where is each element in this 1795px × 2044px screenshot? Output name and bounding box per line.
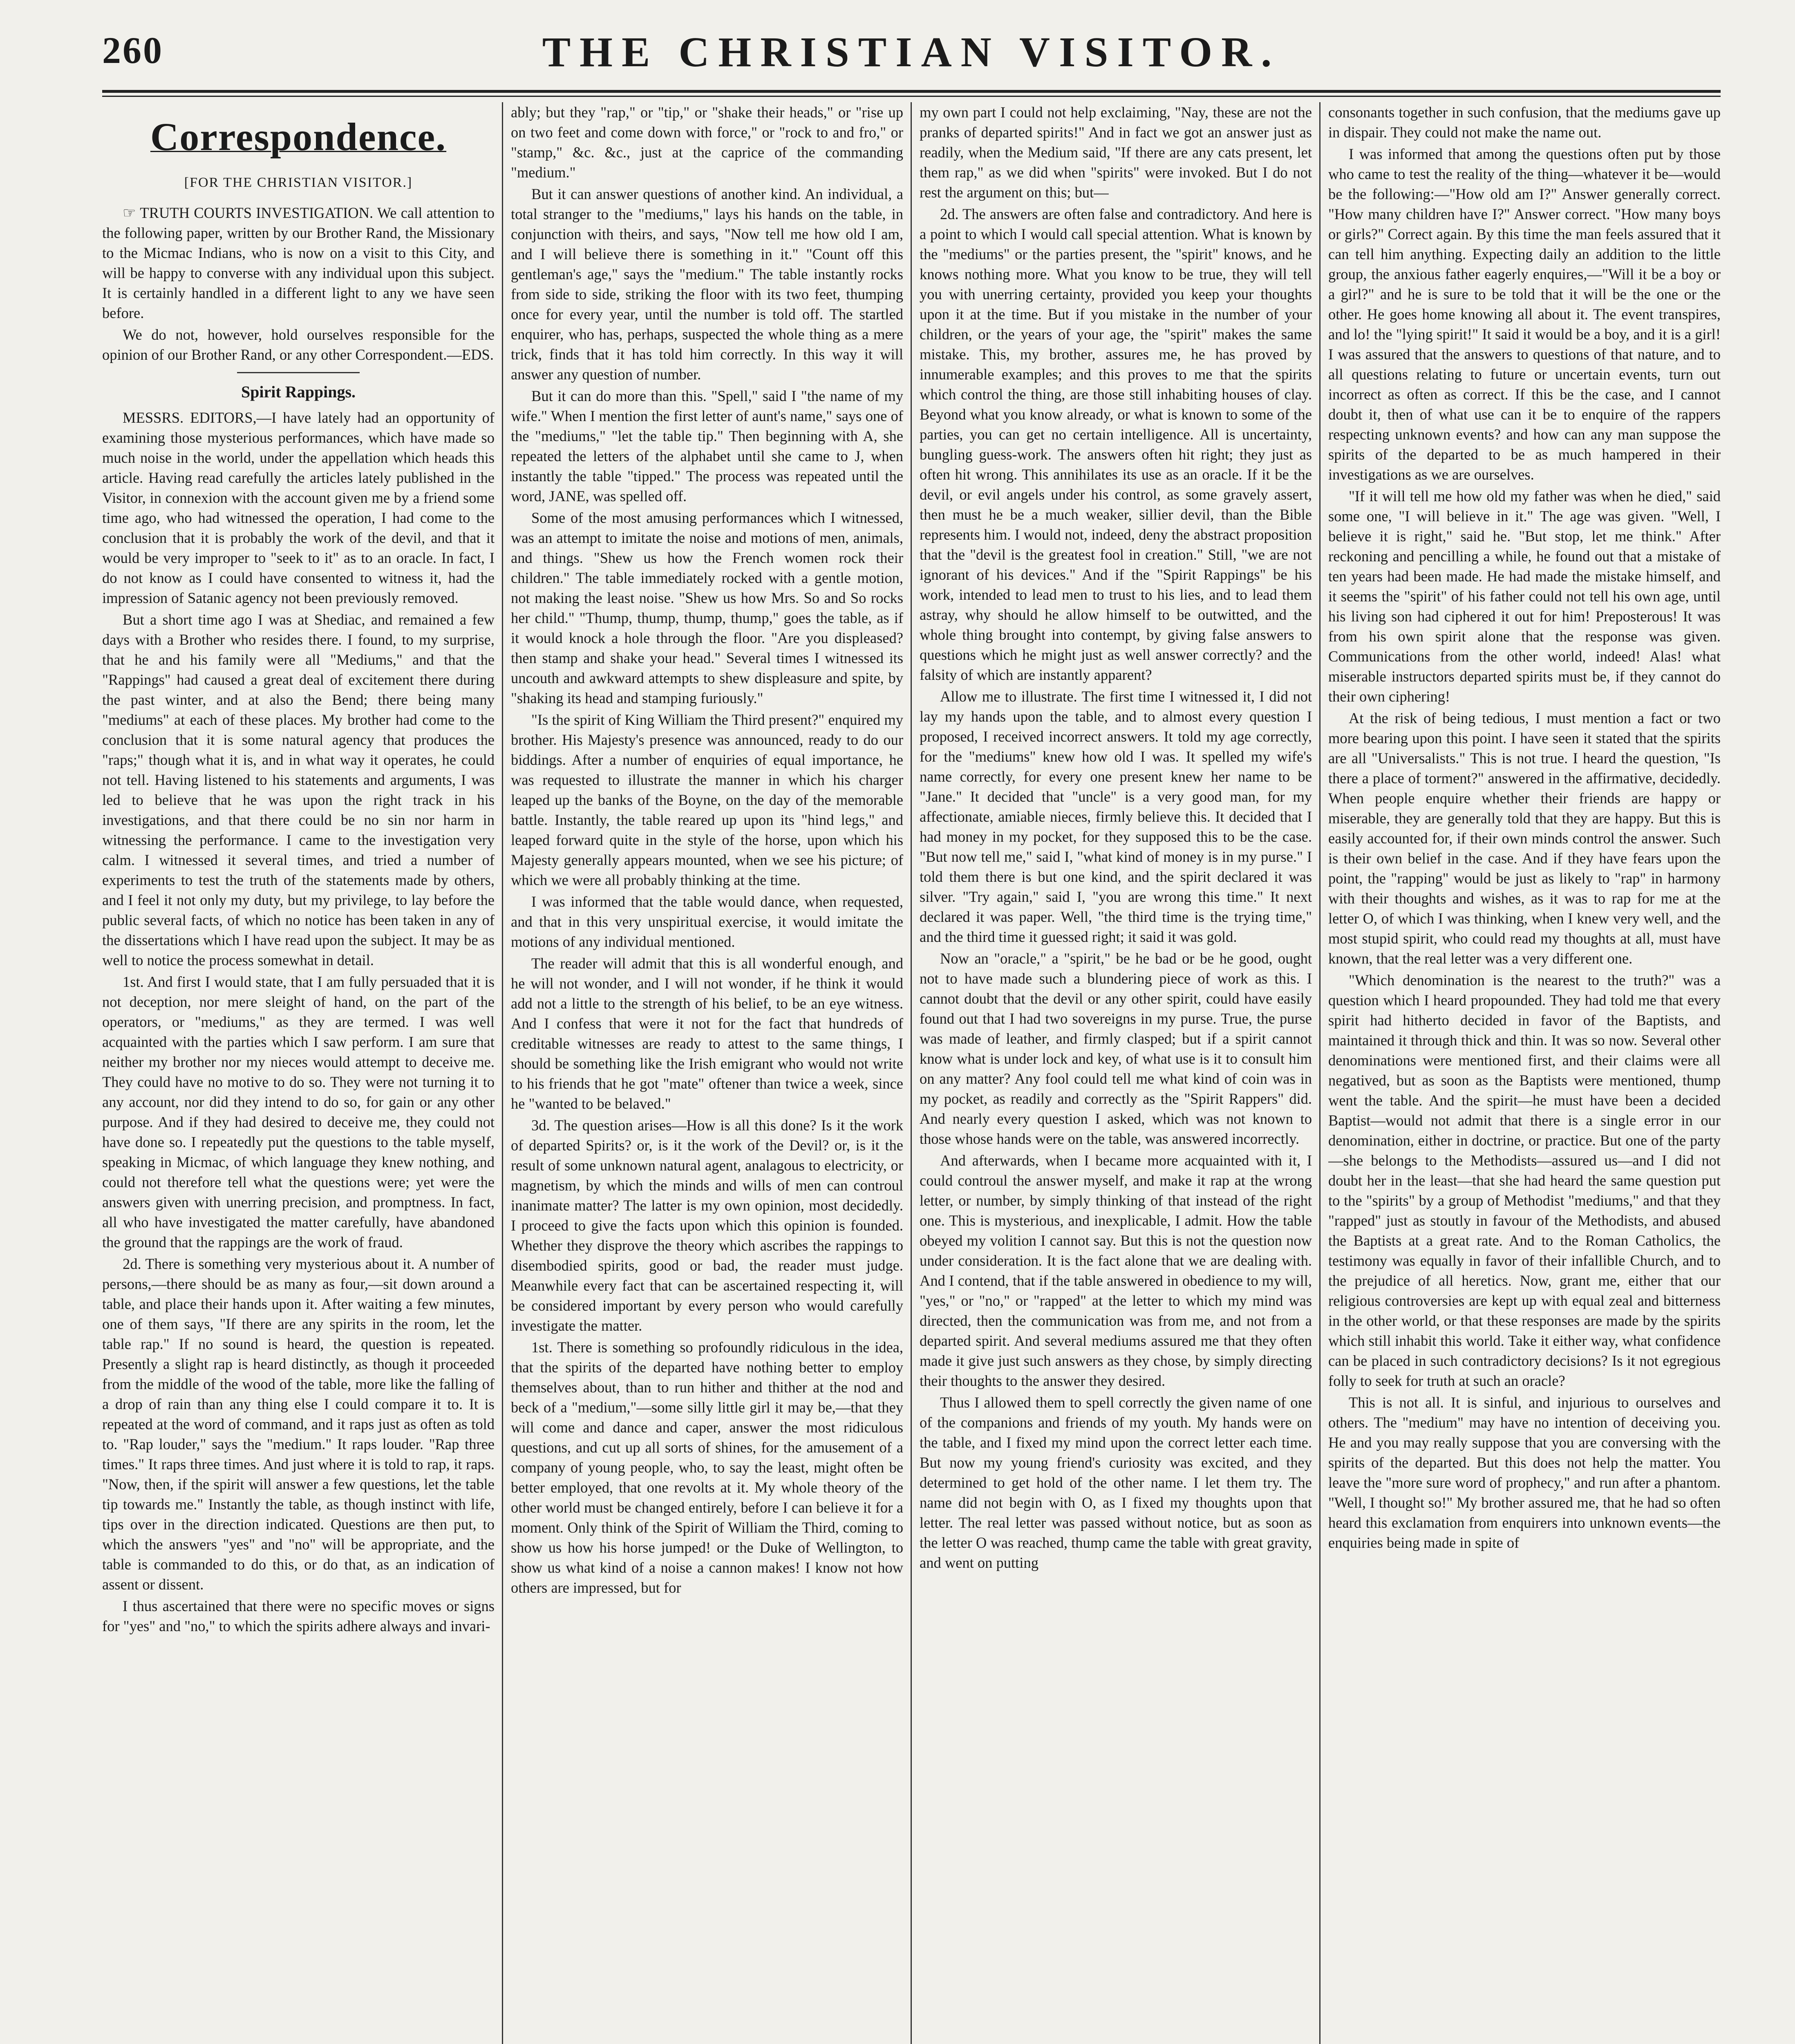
paragraph: "Which denomination is the nearest to the truth?" was a question which I heard propounded. They had told me that every spirit had hitherto decided in favor of the Baptists, and maintained it through thick and thin. It was so now. Several other denominations were mentioned first, and their claims were all negatived, but as soon as the Baptists were mentioned, thump went the table. And the spirit—he must have been a decided Baptist—would not admit that there is a single error in our denomination, either in doctrine, or practice. But one of the party—she belongs to the Methodists—assured us—and I did not doubt her in the least—that she had heard the same question put to the "spirits" by a group of Methodist "mediums," and that they "rapped" just as stoutly in favour of the Methodists, and abused the Baptists at a great rate. And to the Roman Catholics, the testimony was equally in favor of their infallible Church, and to the prejudice of all heretics. Now, grant me, either that our religious controversies are kept up with equal zeal and bitterness in the other world, or that these responses are made by the spirits which still inhabit this world. Take it either way, what confidence can be placed in such contradictory decisions? Is it not egregious folly to seek for truth at such an oracle? — [1328, 972, 1721, 1389]
paragraph: I was informed that among the questions often put by those who came to test the reality of the thing—whatever it be—would be the following:—"How old am I?" Answer generally correct. "How many children have I?" Answer correct. "How many boys or girls?" Correct again. By this time the man feels assured that it can tell him anything. Expecting daily an addition to the little group, the anxious father eagerly enquires,—"Will it be a boy or a girl?" and he is sure to be told that it will be the one or the other. He goes home knowing all about it. The event transpires, and lo! the "lying spirit!" It said it would be a boy, and it is a girl! I was assured that the answers to questions of that nature, and to all questions relating to future or uncertain events, turn out incorrect as often as correct. If this be the case, and I cannot doubt it, then of what use can it be to enquire of the rappers respecting unknown events? and how can any man suppose the spirits of the departed to be as much hampered in their investigations as we are ourselves. — [1328, 146, 1721, 483]
paragraph: 2d. There is something very mysterious about it. A number of persons,—there should be as many as four,—sit down around a table, and place their hands upon it. After waiting a few minutes, one of them says, "If there are any spirits in the room, let the table rap." If no sound is heard, the question is repeated. Presently a slight rap is heard distinctly, as though it proceeded from the middle of the wood of the table, more like the falling of a drop of rain than any thing else I could compare it to. It is repeated at the word of command, and it raps just as often as told to. "Rap louder," says the "medium." It raps louder. "Rap three times." It raps three times. And just where it is told to rap, it raps. "Now, then, if the spirit will answer a few questions, let the table tip towards me." Instantly the table, as though instinct with life, tips over in the direction indicated. Questions are then put, to which the answers "yes" and "no" will be appropriate, and the table is commanded to do this, or do that, as an indication of assent or dissent. — [102, 1255, 495, 1593]
column-4 — [1328, 102, 1721, 2044]
paragraph: ably; but they "rap," or "tip," or "shake their heads," or "rise up on two feet and come down with force," or "rock to and fro," or "stamp," &c. &c., just at the caprice of the commanding "medium." — [511, 104, 903, 181]
column-2 — [511, 102, 903, 2044]
paragraph: 1st. And first I would state, that I am fully persuaded that it is not deception, nor mere sleight of hand, on the part of the operators, or "mediums," as they are termed. I was well acquainted with the parties which I saw perform. I am sure that neither my brother nor my nieces would attempt to deceive me. They could have no motive to do so. They were not turning it to any account, nor did they intend to do so, for gain or any other purpose. And if they had desired to deceive me, they could not have done so. I repeatedly put the questions to the table myself, speaking in Micmac, of which language they knew nothing, and could not therefore tell what the questions were; yet were the answers given with unerring precision, and promptness. In fact, all who have investigated the matter carefully, have abandoned the ground that the rappings are the work of fraud. — [102, 973, 495, 1251]
article-title: Spirit Rappings. — [241, 383, 356, 401]
page-number: 260 — [102, 29, 163, 71]
paragraph: But it can answer questions of another kind. An individual, a total stranger to the "mediums," lays his hands on the table, in conjunction with theirs, and says, "Now tell me how old I am, and I will believe there is something in it." "Count off this gentleman's age," says the "medium." The table instantly rocks from side to side, striking the floor with its two feet, thumping once for every year, until the number is told off. The startled enquirer, who has, perhaps, suspected the whole thing as a mere trick, finds that it has told him correctly. In this way it will answer any question of number. — [511, 186, 903, 383]
paragraph: "If it will tell me how old my father was when he died," said some one, "I will believe in it." The age was given. "Well, I believe it is right," said he. "But stop, let me think." After reckoning and pencilling a while, he found out that a mistake of ten years had been made. He had made the mistake himself, and it seems the "spirit" of his father could not tell his own age, until his living son had ciphered it out for him! Preposterous! It was from his own spirit alone that the response was given. Communications from the other world, indeed! Alas! what miserable instructors departed spirits must be, if they cannot do their own ciphering! — [1328, 488, 1721, 705]
paragraph: consonants together in such confusion, that the mediums gave up in dispair. They could not make the name out. — [1328, 104, 1721, 141]
paragraph: 2d. The answers are often false and contradictory. And here is a point to which I would call special attention. What is known by the "mediums" or the parties present, the "spirit" knows, and he knows nothing more. What you know to be true, they will tell you with unerring certainty, provided you keep your thoughts upon it at the time. But if you mistake in the number of your children, or the years of your age, the "spirit" makes the same mistake. This, my brother, assures me, he has proved by innumerable examples; and this proves to me that the spirits which control the thing, are those still inhabiting houses of clay. Beyond what you know already, or what is known to some of the parties, you can get no certain intelligence. All is uncertainty, bungling guess-work. The answers often hit right; they just as often hit wrong. This annihilates its use as an oracle. If it be the devil, or evil angels under his control, as some gravely assert, then must he be a much weaker, sillier devil, than the Bible represents him. I would not, indeed, deny the abstract proposition that the "devil is the greatest fool in creation." Still, "we are not ignorant of his devices." And if the "Spirit Rappings" be his work, intended to lead men to trust to his lies, and to lead them astray, why should he allow himself to be outwitted, and the whole thing brought into contempt, by giving false answers to questions which he might just as well answer correctly? and the falsity of which are instantly apparent? — [920, 206, 1312, 683]
editor-note: ☞ TRUTH COURTS INVESTIGATION. We call attention to the following paper, written by our Brother Rand, the Missionary to the Micmac Indians, who is now on a visit to this City, and will be happy to converse with any individual upon this subject. It is certainly handled in a different light to any we have seen before. — [102, 204, 495, 321]
paragraph: At the risk of being tedious, I must mention a fact or two more bearing upon this point. I have seen it stated that the spirits are all "Universalists." This is not true. I heard the question, "Is there a place of torment?" answered in the affirmative, decidedly. When people enquire whether their friends are happy or miserable, they are generally told that they are happy. But this is easily accounted for, if their own minds control the answer. Such is their own belief in the case. And if they have fears upon the point, the "rapping" would be just as likely to "rap" in harmony with their thoughts and wishes, as it was to rap for me at the letter O, of which I was thinking, when I knew very well, and the most stupid spirit, who could read my thoughts at all, must have known, that the real letter was a very different one. — [1328, 710, 1721, 967]
paragraph: 1st. There is something so profoundly ridiculous in the idea, that the spirits of the departed have nothing better to employ themselves about, than to run hither and thither at the nod and beck of a "medium,"—some silly little girl it may be,—that they will come and dance and caper, answer the most ridiculous questions, and cut up all sorts of shines, for the amusement of a company of young people, who, to say the least, might often be better employed, that one revolts at it. My whole theory of the other world must be changed entirely, before I can believe it for a moment. Only think of the Spirit of William the Third, coming to show us how his horse jumped! or the Duke of Wellington, to show us what kind of a noise a cannon makes! I know not how others are impressed, but for — [511, 1339, 903, 1596]
paragraph: MESSRS. EDITORS,—I have lately had an opportunity of examining those mysterious performances, which have made so much noise in the world, under the appellation which heads this article. Having read carefully the articles lately published in the Visitor, in connexion with the account given me by a friend some time ago, who had witnessed the operation, I had come to the conclusion that it is probably the work of the devil, and that it would be very improper to "seek to it" as to an oracle. In fact, I do not know as I could have consented to witness it, had the impression of Satanic agency not been previously removed. — [102, 409, 495, 606]
header-rule — [102, 90, 1721, 93]
paragraph: I was informed that the table would dance, when requested, and that in this very unspiritual exercise, it would imitate the motions of any individual mentioned. — [511, 893, 903, 950]
editor-note: We do not, however, hold ourselves responsible for the opinion of our Brother Rand, or any other Correspondent.—EDS. — [102, 326, 495, 363]
paragraph: "Is the spirit of King William the Third present?" enquired my brother. His Majesty's presence was announced, ready to do our biddings. After a number of enquiries of equal importance, he was requested to illustrate the manner in which his charger leaped up the banks of the Boyne, on the day of the memorable battle. Instantly, the table reared up upon its "hind legs," and leaped forward quite in the style of the horse, upon which his Majesty generally appears mounted, when we see his picture; of which we were all probably thinking at the time. — [511, 711, 903, 888]
paragraph: Now an "oracle," a "spirit," be he bad or be he good, ought not to have made such a blundering piece of work as this. I cannot doubt that the devil or any other spirit, could have easily found out that I had two sovereigns in my purse. True, the purse was made of leather, and firmly clasped; but if a spirit cannot know what is under lock and key, of what use is it to consult him on any matter? Any fool could tell me what kind of coin was in my pocket, as readily and correctly as the "Spirit Rappers" did. And nearly every question I asked, which was not known to those whose hands were on the table, was answered incorrectly. — [920, 950, 1312, 1147]
paragraph: my own part I could not help exclaiming, "Nay, these are not the pranks of departed spirits!" And in fact we got an answer just as readily, when the Medium said, "If there are any cats present, let them rap," as we did when "spirits" were invoked. But I do not rest the argument on this; but— — [920, 104, 1312, 201]
for-line: [FOR THE CHRISTIAN VISITOR.] — [184, 175, 413, 190]
masthead-title: THE CHRISTIAN VISITOR. — [542, 29, 1281, 76]
section-title: Correspondence. — [150, 115, 447, 159]
paragraph: Thus I allowed them to spell correctly the given name of one of the companions and friends of my youth. My hands were on the table, and I fixed my mind upon the correct letter each time. But now my young friend's curiosity was excited, and they determined to get hold of the other name. I let them try. The name did not begin with O, as I fixed my thoughts upon that letter. The real letter was passed without notice, but as soon as the letter O was reached, thump came the table with great gravity, and went on putting — [920, 1394, 1312, 1571]
paragraph: I thus ascertained that there were no specific moves or signs for "yes" and "no," to which the spirits adhere always and invari- — [102, 1598, 495, 1634]
paragraph: 3d. The question arises—How is all this done? Is it the work of departed Spirits? or, is it the work of the Devil? or, is it the result of some unknown natural agent, analagous to electricity, or magnetism, by which the minds and wills of men can controul inanimate matter? The latter is my own opinion, most decidedly. I proceed to give the facts upon which this opinion is founded. Whether they disprove the theory which ascribes the rappings to disembodied spirits, good or bad, the reader must judge. Meanwhile every fact that can be ascertained respecting it, will be considered important by every person who would carefully investigate the matter. — [511, 1117, 903, 1334]
page-header — [102, 25, 1721, 86]
paragraph: Allow me to illustrate. The first time I witnessed it, I did not lay my hands upon the table, and to almost every question I proposed, I received incorrect answers. It told my age correctly, for the "mediums" knew how old I was. It spelled my wife's name correctly, for every one present knew her name to be "Jane." It decided that "uncle" is a very good man, for my affectionate, amiable nieces, firmly believe this. It decided that I had money in my pocket, for they supposed this to be the case. "But now tell me," said I, "what kind of money is in my purse." I told them there is but one kind, and the spirit declared it was silver. "Try again," said I, "you are wrong this time." It next declared it was paper. Well, "the third time is the trying time," and the third time it guessed right; it said it was gold. — [920, 688, 1312, 945]
column-1 — [102, 102, 495, 2044]
paragraph: But it can do more than this. "Spell," said I "the name of my wife." When I mention the first letter of aunt's name," says one of the "mediums," "let the table tip." Then beginning with A, she repeated the letters of the alphabet until she came to J, when instantly the table "tipped." The process was repeated until the word, JANE, was spelled off. — [511, 388, 903, 504]
article-columns — [102, 102, 1721, 2044]
header-rule-thin — [102, 96, 1721, 97]
paragraph: Some of the most amusing performances which I witnessed, was an attempt to imitate the noise and motions of men, animals, and things. "Shew us how the French women rock their children." The table immediately rocked with a gentle motion, not making the least noise. "Shew us how Mrs. So and So rocks her child." "Thump, thump, thump, thump," goes the table, as if it would knock a hole through the floor. "Are you displeased? then stamp and shake your head." Several times I witnessed its uncouth and awkward attempts to shew displeasure and spite, by "shaking its head and stamping furiously." — [511, 509, 903, 706]
paragraph: But a short time ago I was at Shediac, and remained a few days with a Brother who resides there. I found, to my surprise, that he and his family were all "Mediums," and that the "Rappings" had caused a great deal of excitement there during the past winter, and at also the Bend; there being many "mediums" at each of these places. My brother had come to the conclusion that it is some natural agency that produces the "raps;" though what it is, and in what way it operates, he could not tell. Having listened to his statements and arguments, I was led to believe that he was upon the right track in his investigations, and that there could be no sin nor harm in witnessing the performance. I came to the investigation very calm. I witnessed it several times, and tried a number of experiments to test the truth of the statements made by others, and I feel it not only my duty, but my privilege, to lay before the public several facts, of which no notice has been taken in any of the dissertations which I have read upon the subject. It may be as well to notice the process somewhat in detail. — [102, 611, 495, 968]
paragraph: The reader will admit that this is all wonderful enough, and he will not wonder, and I will not wonder, if he think it would add not a little to the strength of his belief, to be an eye witness. And I confess that were it not for the fact that hundreds of creditable witnesses are ready to attest to the same things, I should be something like the Irish emigrant who would not write to his friends that he got "mate" oftener than twice a week, since he "wanted to be belaved." — [511, 955, 903, 1112]
divider — [237, 372, 360, 373]
column-3 — [920, 102, 1312, 2044]
paragraph: This is not all. It is sinful, and injurious to ourselves and others. The "medium" may have no intention of deceiving you. He and you may really suppose that you are conversing with the spirits of the departed. But this does not help the matter. You leave the "more sure word of prophecy," and run after a phantom. "Well, I thought so!" My brother assured me, that he had so often heard this exclamation from enquirers into unknown events—the enquiries being made in spite of — [1328, 1394, 1721, 1551]
paragraph: And afterwards, when I became more acquainted with it, I could controul the answer myself, and make it rap at the wrong letter, or number, by simply thinking of that instead of the right one. This is mysterious, and inexplicable, I admit. How the table obeyed my volition I cannot say. But this is not the question now under consideration. It is the fact alone that we are dealing with. And I contend, that if the table answered in obedience to my will, "yes," or "no," or "rapped" at the letter to which my mind was directed, then the communication was from me, and not from a departed spirit. And several mediums assured me that they often made it give just such answers as they chose, by simply directing their thoughts to the answer they desired. — [920, 1152, 1312, 1389]
